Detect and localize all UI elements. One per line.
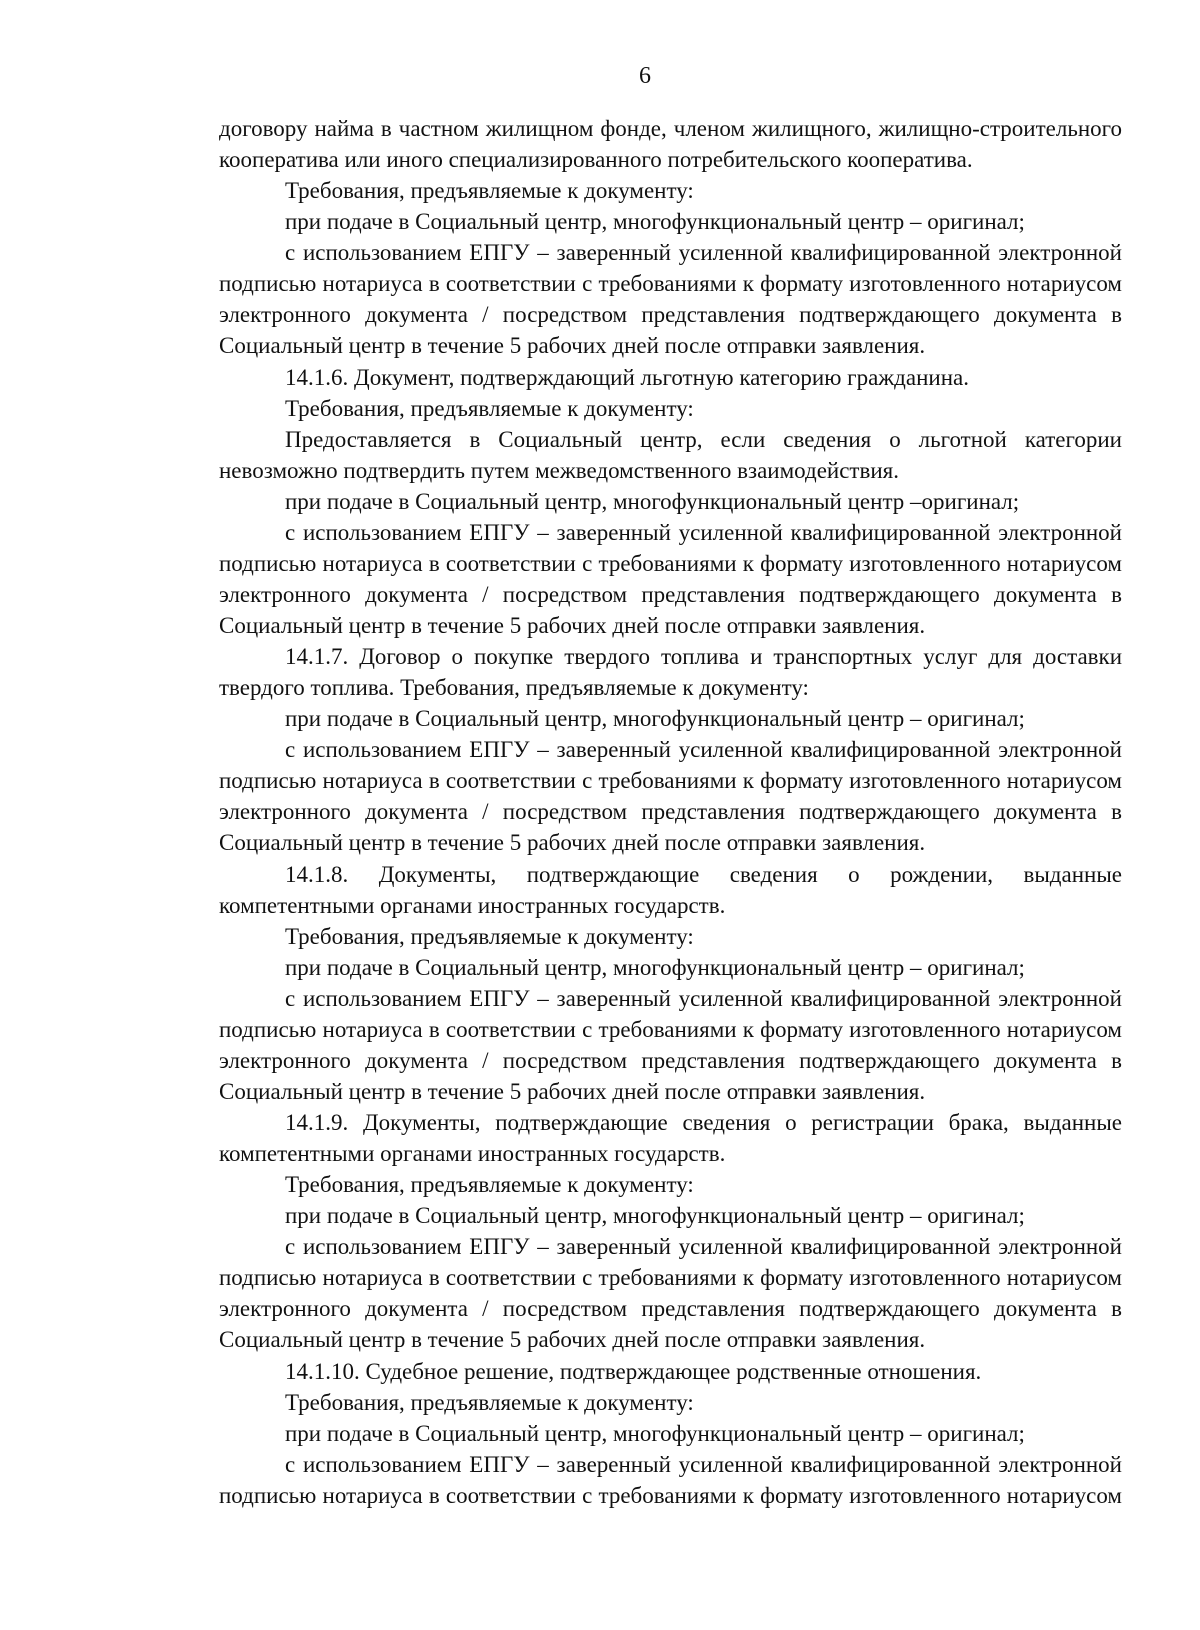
- text-line: 14.1.10. Судебное решение, подтверждающее родственные отношения.: [285, 1358, 982, 1384]
- paragraph: [219, 1200, 1122, 1231]
- text-line: подписью нотариуса в соответствии с требованиями к формату изготовленного нотариусом: [219, 1265, 1122, 1291]
- text-line: Требования, предъявляемые к документу:: [285, 923, 694, 949]
- paragraph: [219, 393, 1122, 424]
- paragraph: [219, 641, 1122, 703]
- text-line: Социальный центр в течение 5 рабочих дней после отправки заявления.: [219, 1078, 926, 1104]
- text-line: при подаче в Социальный центр, многофункциональный центр – оригинал;: [285, 1203, 1025, 1229]
- text-line: Требования, предъявляемые к документу:: [285, 178, 694, 204]
- text-line: с использованием ЕПГУ – заверенный усиленной квалифицированной электронной: [285, 737, 1122, 763]
- text-line: подписью нотариуса в соответствии с требованиями к формату изготовленного нотариусом: [219, 1482, 1122, 1508]
- text-line: электронного документа / посредством представления подтверждающего документа в: [219, 1296, 1122, 1322]
- text-line: 14.1.8. Документы, подтверждающие сведения о рождении, выданные: [285, 861, 1122, 887]
- text-line: невозможно подтвердить путем межведомственного взаимодействия.: [219, 457, 899, 483]
- paragraph: [219, 113, 1122, 175]
- paragraph: [219, 1387, 1122, 1418]
- text-line: электронного документа / посредством представления подтверждающего документа в: [219, 581, 1122, 607]
- text-line: подписью нотариуса в соответствии с требованиями к формату изготовленного нотариусом: [219, 271, 1122, 297]
- text-line: Социальный центр в течение 5 рабочих дней после отправки заявления.: [219, 613, 926, 638]
- text-line: при подаче в Социальный центр, многофункциональный центр – оригинал;: [285, 209, 1025, 235]
- paragraph: [219, 486, 1122, 517]
- paragraph: [219, 1107, 1122, 1169]
- paragraph: [219, 983, 1122, 1107]
- text-line: при подаче в Социальный центр, многофункциональный центр – оригинал;: [285, 1420, 1025, 1446]
- text-line: подписью нотариуса в соответствии с требованиями к формату изготовленного нотариусом: [219, 768, 1122, 794]
- paragraph: [219, 517, 1122, 641]
- text-line: Социальный центр в течение 5 рабочих дней после отправки заявления.: [219, 333, 926, 359]
- text-line: электронного документа / посредством представления подтверждающего документа в: [219, 799, 1122, 825]
- text-line: с использованием ЕПГУ – заверенный усиленной квалифицированной электронной: [285, 985, 1122, 1011]
- text-line: с использованием ЕПГУ – заверенный усиленной квалифицированной электронной: [285, 240, 1122, 266]
- text-line: твердого топлива. Требования, предъявляемые к документу:: [219, 675, 809, 701]
- text-line: Предоставляется в Социальный центр, если сведения о льготной категории: [285, 426, 1122, 452]
- paragraph: [219, 734, 1122, 858]
- text-line: с использованием ЕПГУ – заверенный усиленной квалифицированной электронной: [285, 519, 1122, 545]
- paragraph: [219, 1169, 1122, 1200]
- text-line: кооператива или иного специализированного потребительского кооператива.: [219, 147, 973, 173]
- page-number: 6: [639, 63, 651, 89]
- text-line: 14.1.9. Документы, подтверждающие сведения о регистрации брака, выданные: [285, 1110, 1122, 1135]
- paragraph: [219, 206, 1122, 237]
- paragraph: [219, 237, 1122, 361]
- text-line: при подаче в Социальный центр, многофункциональный центр – оригинал;: [285, 954, 1025, 980]
- paragraph: [219, 175, 1122, 206]
- text-line: 14.1.6. Документ, подтверждающий льготную категорию гражданина.: [285, 364, 969, 390]
- text-line: при подаче в Социальный центр, многофункциональный центр – оригинал;: [285, 706, 1025, 732]
- paragraph: [219, 921, 1122, 952]
- text-line: Требования, предъявляемые к документу:: [285, 1172, 694, 1198]
- text-line: договору найма в частном жилищном фонде, членом жилищного, жилищно-строительного: [219, 116, 1122, 141]
- paragraph: [219, 703, 1122, 734]
- paragraph: [219, 1418, 1122, 1449]
- document-body: [219, 113, 1122, 1511]
- text-line: Требования, предъявляемые к документу:: [285, 1389, 694, 1415]
- text-line: Социальный центр в течение 5 рабочих дней после отправки заявления.: [219, 830, 926, 856]
- paragraph: [219, 1231, 1122, 1355]
- text-line: 14.1.7. Договор о покупке твердого топлива и транспортных услуг для доставки: [285, 644, 1122, 670]
- text-line: Требования, предъявляемые к документу:: [285, 395, 694, 421]
- text-line: компетентными органами иностранных государств.: [219, 1141, 726, 1167]
- text-line: при подаче в Социальный центр, многофункциональный центр –оригинал;: [285, 488, 1020, 514]
- text-line: Социальный центр в течение 5 рабочих дней после отправки заявления.: [219, 1327, 926, 1353]
- paragraph: [219, 424, 1122, 486]
- text-line: с использованием ЕПГУ – заверенный усиленной квалифицированной электронной: [285, 1234, 1122, 1260]
- text-line: компетентными органами иностранных государств.: [219, 892, 726, 918]
- paragraph: [219, 1356, 1122, 1387]
- paragraph: [219, 952, 1122, 983]
- text-line: электронного документа / посредством представления подтверждающего документа в: [219, 1047, 1122, 1073]
- paragraph: [219, 1449, 1122, 1511]
- paragraph: [219, 362, 1122, 393]
- paragraph: [219, 859, 1122, 921]
- text-line: подписью нотариуса в соответствии с требованиями к формату изготовленного нотариусом: [219, 550, 1122, 576]
- text-line: электронного документа / посредством представления подтверждающего документа в: [219, 302, 1122, 328]
- text-line: с использованием ЕПГУ – заверенный усиленной квалифицированной электронной: [285, 1451, 1122, 1477]
- text-line: подписью нотариуса в соответствии с требованиями к формату изготовленного нотариусом: [219, 1016, 1122, 1042]
